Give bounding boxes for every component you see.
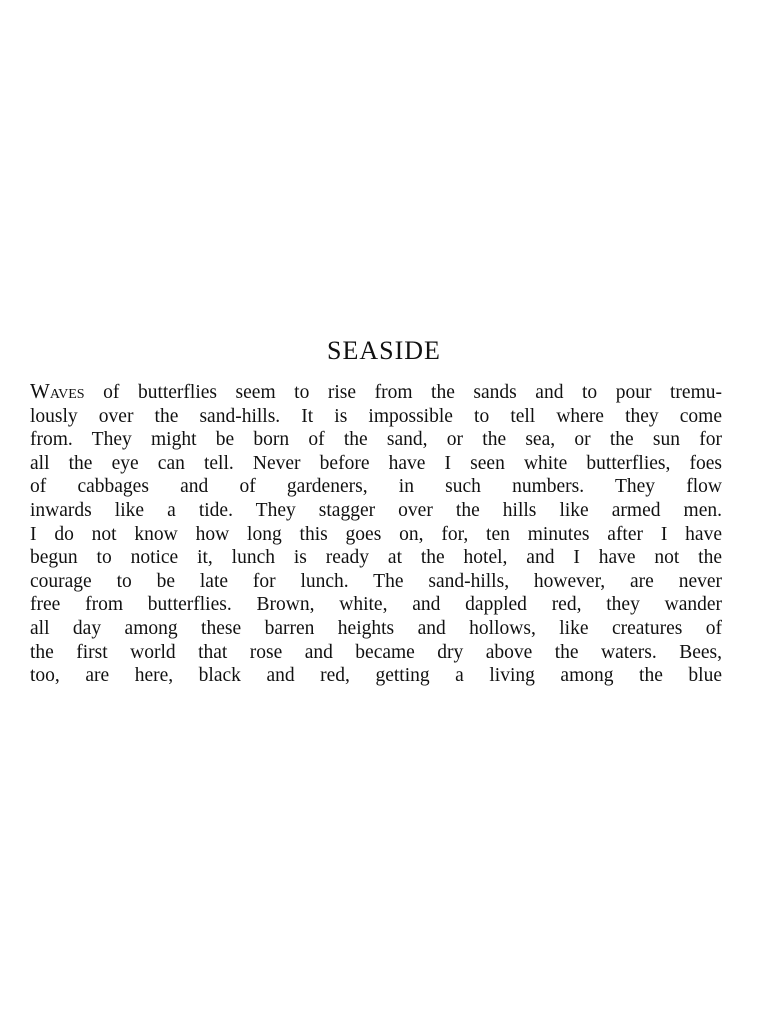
text-line-11: all day among these barren heights and hollows, like creatures of [30,617,722,639]
text-line-4: all the eye can tell. Never before have I seen white butterflies, foes [30,452,722,474]
text-line-2: lously over the sand-hills. It is impossible to tell where they come [30,405,722,427]
page-title: SEASIDE [327,336,441,365]
body-paragraph [30,380,722,688]
text-line-7: I do not know how long this goes on, for, ten minutes after I have [30,523,722,545]
text-line-6: inwards like a tide. They stagger over the hills like armed men. [30,499,722,521]
text-line-5: of cabbages and of gardeners, in such numbers. They flow [30,476,722,498]
text-line-1: Waves of butterflies seem to rise from the sands and to pour tremu- [30,379,722,403]
text-line-3: from. They might be born of the sand, or the sea, or the sun for [30,429,722,451]
text-line-13: too, are here, black and red, getting a living among the blue [30,665,722,687]
text-line-8: begun to notice it, lunch is ready at the hotel, and I have not the [30,547,722,569]
text-line-9: courage to be late for lunch. The sand-hills, however, are never [30,570,722,592]
text-line-12: the first world that rose and became dry above the waters. Bees, [30,641,722,663]
text-line-10: free from butterflies. Brown, white, and dappled red, they wander [30,594,722,616]
